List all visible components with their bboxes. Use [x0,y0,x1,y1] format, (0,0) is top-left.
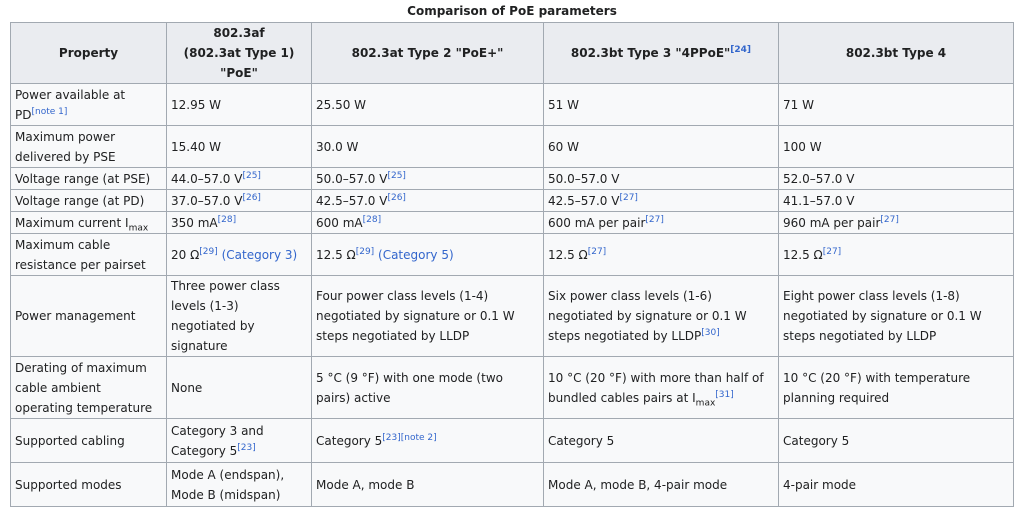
cell-at: 50.0–57.0 V[25] [312,168,544,190]
cell-bt3: Mode A, mode B, 4-pair mode [544,463,779,507]
reference-link[interactable]: [27] [822,246,842,257]
note-link[interactable]: [note 2] [400,432,437,443]
cell-bt4: 71 W [779,84,1014,126]
reference-link[interactable]: [23] [237,442,256,453]
category-5-link[interactable]: (Category 5) [378,247,454,262]
table-row [11,126,1014,168]
row-label: Supported modes [11,463,167,507]
reference-link[interactable]: [note 1] [31,106,68,117]
cell-bt4: 4-pair mode [779,463,1014,507]
cell-bt4: 41.1–57.0 V [779,190,1014,212]
row-label: Supported cabling [11,419,167,463]
cell-bt3: Six power class levels (1-6) negotiated by signature or 0.1 W steps negotiated by LLDP[30] [544,276,779,357]
row-label: Power available at PD[note 1] [11,84,167,126]
table-row [11,234,1014,276]
table-row [11,168,1014,190]
cell-af: 44.0–57.0 V[25] [167,168,312,190]
cell-bt3: 10 °C (20 °F) with more than half of bundled cables pairs at $I_{max}[31]$ [544,357,779,419]
reference-link[interactable]: [29] [199,246,218,257]
cell-bt4: 10 °C (20 °F) with temperature planning required [779,357,1014,419]
reference-link[interactable]: [23] [382,432,401,443]
reference-link[interactable]: [25] [387,170,406,181]
cell-bt4: 100 W [779,126,1014,168]
row-label: Maximum cable resistance per pairset [11,234,167,276]
cell-at: 600 mA[28] [312,212,544,234]
poe-comparison-table [10,22,1014,507]
cell-bt3: 60 W [544,126,779,168]
cell-af: Three power class levels (1-3) negotiated by signature [167,276,312,357]
header-row [11,23,1014,84]
reference-link[interactable]: [27] [619,192,638,203]
row-label: Maximum power delivered by PSE [11,126,167,168]
cell-at: 30.0 W [312,126,544,168]
cell-bt4: Eight power class levels (1-8) negotiated by signature or 0.1 W steps negotiated by LLDP [779,276,1014,357]
header-property[interactable]: Property [11,23,167,84]
cell-bt4: 52.0–57.0 V [779,168,1014,190]
table-row [11,357,1014,419]
cell-bt4: 12.5 Ω[27] [779,234,1014,276]
cell-at: 25.50 W [312,84,544,126]
table-row [11,212,1014,234]
table-row [11,84,1014,126]
reference-link[interactable]: [31] [715,389,734,400]
row-label: Maximum current $I_{max}$ [11,212,167,234]
row-label: Voltage range (at PD) [11,190,167,212]
reference-link[interactable]: [29] [355,246,375,257]
cell-bt4: 960 mA per pair[27] [779,212,1014,234]
header-802-3at[interactable]: 802.3at Type 2 "PoE+" [312,23,544,84]
header-802-3bt-type4[interactable]: 802.3bt Type 4 [779,23,1014,84]
cell-bt3: 12.5 Ω[27] [544,234,779,276]
cell-at: Four power class levels (1-4) negotiated by signature or 0.1 W steps negotiated by LLDP [312,276,544,357]
cell-bt3: Category 5 [544,419,779,463]
reference-link[interactable]: [28] [217,214,237,225]
cell-af: Category 3 and Category 5[23] [167,419,312,463]
cell-af: None [167,357,312,419]
reference-link[interactable]: [25] [242,170,261,181]
header-802-3af[interactable]: 802.3af (802.3at Type 1) "PoE" [167,23,312,84]
cell-af: 350 mA[28] [167,212,312,234]
table-caption: Comparison of PoE parameters [407,4,617,18]
cell-at: 5 °C (9 °F) with one mode (two pairs) active [312,357,544,419]
cell-at: 12.5 Ω[29] (Category 5) [312,234,544,276]
reference-link[interactable]: [30] [701,328,720,338]
cell-bt3: 51 W [544,84,779,126]
cell-at: Mode A, mode B [312,463,544,507]
cell-bt4: Category 5 [779,419,1014,463]
cell-bt3: 50.0–57.0 V [544,168,779,190]
category-3-link[interactable]: (Category 3) [221,247,298,262]
cell-af: Mode A (endspan), Mode B (midspan) [167,463,312,507]
cell-af: 12.95 W [167,84,312,126]
reference-link[interactable]: [27] [587,246,607,257]
row-label: Power management [11,276,167,357]
table-row [11,276,1014,357]
reference-link[interactable]: [28] [362,214,382,225]
cell-af: 15.40 W [167,126,312,168]
reference-link[interactable]: [26] [242,192,261,203]
table-row [11,190,1014,212]
row-label: Voltage range (at PSE) [11,168,167,190]
cell-at: Category 5[23][note 2] [312,419,544,463]
reference-link[interactable]: [27] [880,214,899,225]
table-row [11,463,1014,507]
reference-link[interactable]: [24] [730,45,752,55]
row-label: Derating of maximum cable ambient operating temperature [11,357,167,419]
reference-link[interactable]: [26] [387,192,406,203]
reference-link[interactable]: [27] [645,214,664,225]
cell-bt3: 600 mA per pair[27] [544,212,779,234]
cell-af: 37.0–57.0 V[26] [167,190,312,212]
table-row [11,419,1014,463]
cell-bt3: 42.5–57.0 V[27] [544,190,779,212]
cell-at: 42.5–57.0 V[26] [312,190,544,212]
header-802-3bt-type3[interactable]: 802.3bt Type 3 "4PPoE"[24] [544,23,779,84]
cell-af: 20 Ω[29] (Category 3) [167,234,312,276]
